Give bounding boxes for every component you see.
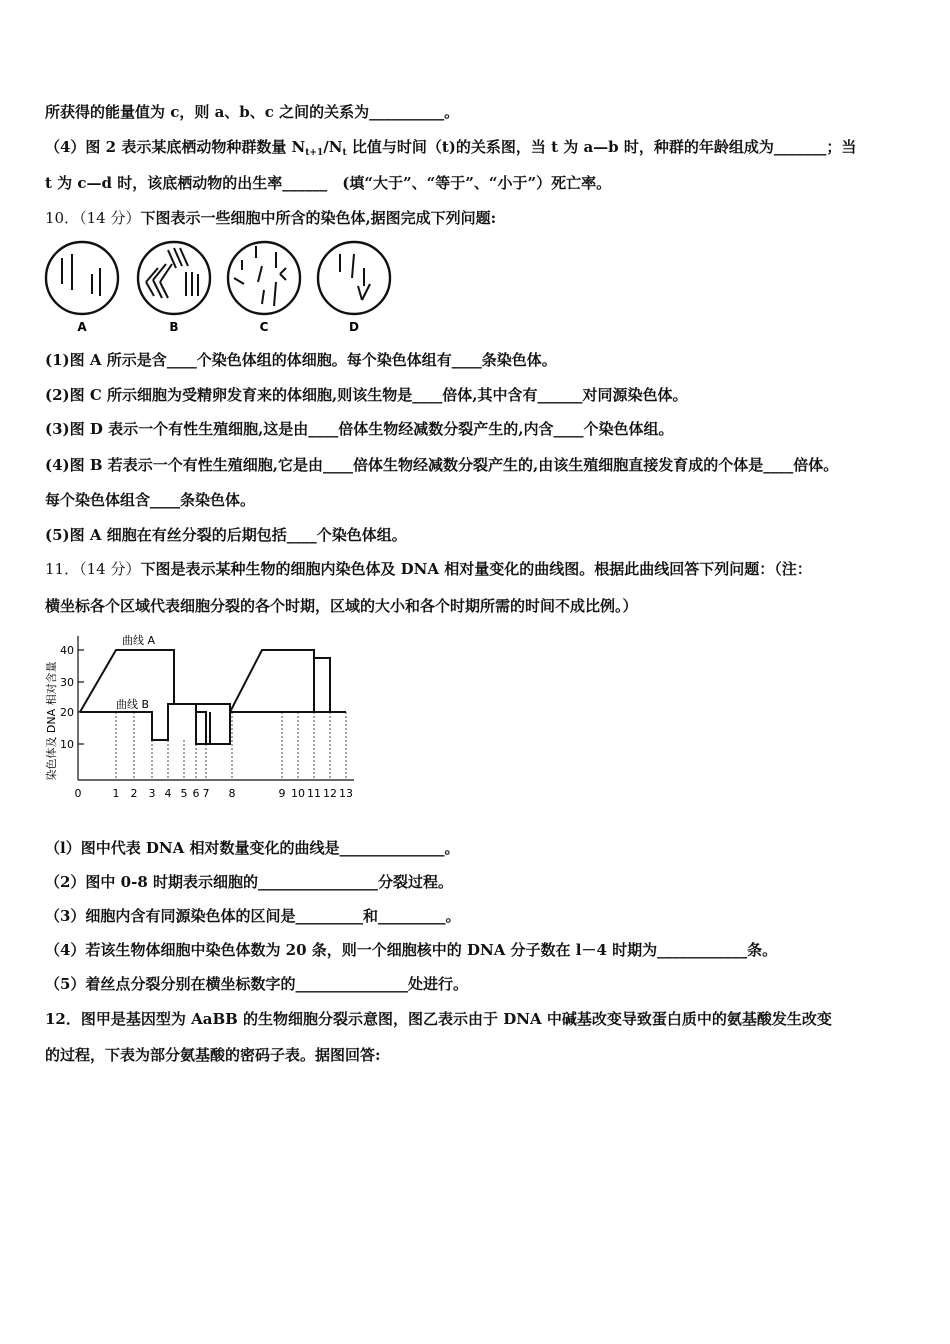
q11-item-1: （l）图中代表 DNA 相对数量变化的曲线是______________。 bbox=[45, 839, 460, 857]
x-tick-6: 6 bbox=[192, 787, 200, 800]
x-tick-8: 8 bbox=[228, 787, 236, 800]
curve-b-shift bbox=[196, 712, 210, 744]
cell-a bbox=[46, 242, 118, 314]
chromosome-cells-figure bbox=[40, 238, 400, 338]
text-line-energy: 所获得的能量值为 c，则 a、b、c 之间的关系为__________。 bbox=[45, 103, 460, 121]
question-11-note: 横坐标各个区域代表细胞分裂的各个时期，区域的大小和各个时期所需的时间不成比例。） bbox=[45, 597, 638, 615]
y-tick-30: 30 bbox=[60, 676, 74, 689]
q10-item-1: (1)图 A 所示是含____个染色体组的体细胞。每个染色体组有____条染色体。 bbox=[45, 351, 557, 369]
question-12-line-1: 12．图甲是基因型为 AaBB 的生物细胞分裂示意图，图乙表示由于 DNA 中碱基改变导致蛋白质中的氨基酸发生改变 bbox=[45, 1010, 832, 1028]
x-tick-7: 7 bbox=[202, 787, 210, 800]
q11-item-2: （2）图中 0-8 时期表示细胞的________________分裂过程。 bbox=[45, 873, 453, 891]
x-tick-3: 3 bbox=[148, 787, 156, 800]
cell-label-a: A bbox=[77, 320, 87, 334]
chromosome-dna-graph bbox=[40, 628, 360, 804]
x-tick-1: 1 bbox=[112, 787, 120, 800]
x-tick-10: 10 bbox=[291, 787, 305, 800]
x-tick-12: 12 bbox=[323, 787, 337, 800]
curve-b-label: 曲线 B bbox=[116, 698, 150, 711]
q11-item-3: （3）细胞内含有同源染色体的区间是_________和_________。 bbox=[45, 907, 461, 925]
y-tick-40: 40 bbox=[60, 644, 74, 657]
q10-item-4-cont: 每个染色体组含____条染色体。 bbox=[45, 491, 256, 509]
question-12-line-2: 的过程，下表为部分氨基酸的密码子表。据图回答: bbox=[45, 1046, 381, 1064]
q10-item-2: (2)图 C 所示细胞为受精卵发育来的体细胞,则该生物是____倍体,其中含有______对同源染色体。 bbox=[45, 386, 688, 404]
cell-label-d: D bbox=[349, 320, 359, 334]
q10-item-5: (5)图 A 细胞在有丝分裂的后期包括____个染色体组。 bbox=[45, 526, 407, 544]
curve-a-label: 曲线 A bbox=[122, 634, 156, 647]
y-tick-marks bbox=[78, 650, 84, 744]
text-line-q4: （4）图 2 表示某底栖动物种群数量 $N_{t+1}/N_t$ 比值与时间（t)的关系图，当 t 为 a—b 时，种群的年龄组成为_______；当 bbox=[45, 138, 857, 158]
x-tick-2: 2 bbox=[130, 787, 138, 800]
y-tick-10: 10 bbox=[60, 738, 74, 751]
cell-label-c: C bbox=[259, 320, 269, 334]
text-line-q4-cont: t 为 c—d 时，该底栖动物的出生率______ (填“大于”、“等于”、“小于”）死亡率。 bbox=[45, 174, 612, 192]
cell-b bbox=[138, 242, 210, 314]
x-tick-4: 4 bbox=[164, 787, 172, 800]
q10-item-3: (3)图 D 表示一个有性生殖细胞,这是由____倍体生物经减数分裂产生的,内含____个染色体组。 bbox=[45, 420, 674, 438]
x-tick-11: 11 bbox=[307, 787, 321, 800]
q11-item-5: （5）着丝点分裂分别在横坐标数字的_______________处进行。 bbox=[45, 975, 468, 993]
cell-c bbox=[228, 242, 300, 314]
y-axis-label: 染色体及 DNA 相对含量 bbox=[45, 661, 58, 781]
x-tick-0: 0 bbox=[74, 787, 82, 800]
y-tick-20: 20 bbox=[60, 706, 74, 719]
q11-item-4: （4）若该生物体细胞中染色体数为 20 条，则一个细胞核中的 DNA 分子数在 l－4 时期为____________条。 bbox=[45, 941, 778, 959]
x-tick-9: 9 bbox=[278, 787, 286, 800]
x-tick-13: 13 bbox=[339, 787, 353, 800]
x-tick-5: 5 bbox=[180, 787, 188, 800]
cell-label-b: B bbox=[169, 320, 179, 334]
question-11-heading: 11．（14 分）下图是表示某种生物的细胞内染色体及 DNA 相对量变化的曲线图。根据此曲线回答下列问题：（注： bbox=[45, 560, 812, 578]
q10-item-4: (4)图 B 若表示一个有性生殖细胞,它是由____倍体生物经减数分裂产生的,由该生殖细胞直接发育成的个体是____倍体。 bbox=[45, 456, 839, 474]
question-10-heading: 10．（14 分）下图表示一些细胞中所含的染色体,据图完成下列问题: bbox=[45, 209, 497, 227]
cell-d bbox=[318, 242, 390, 314]
